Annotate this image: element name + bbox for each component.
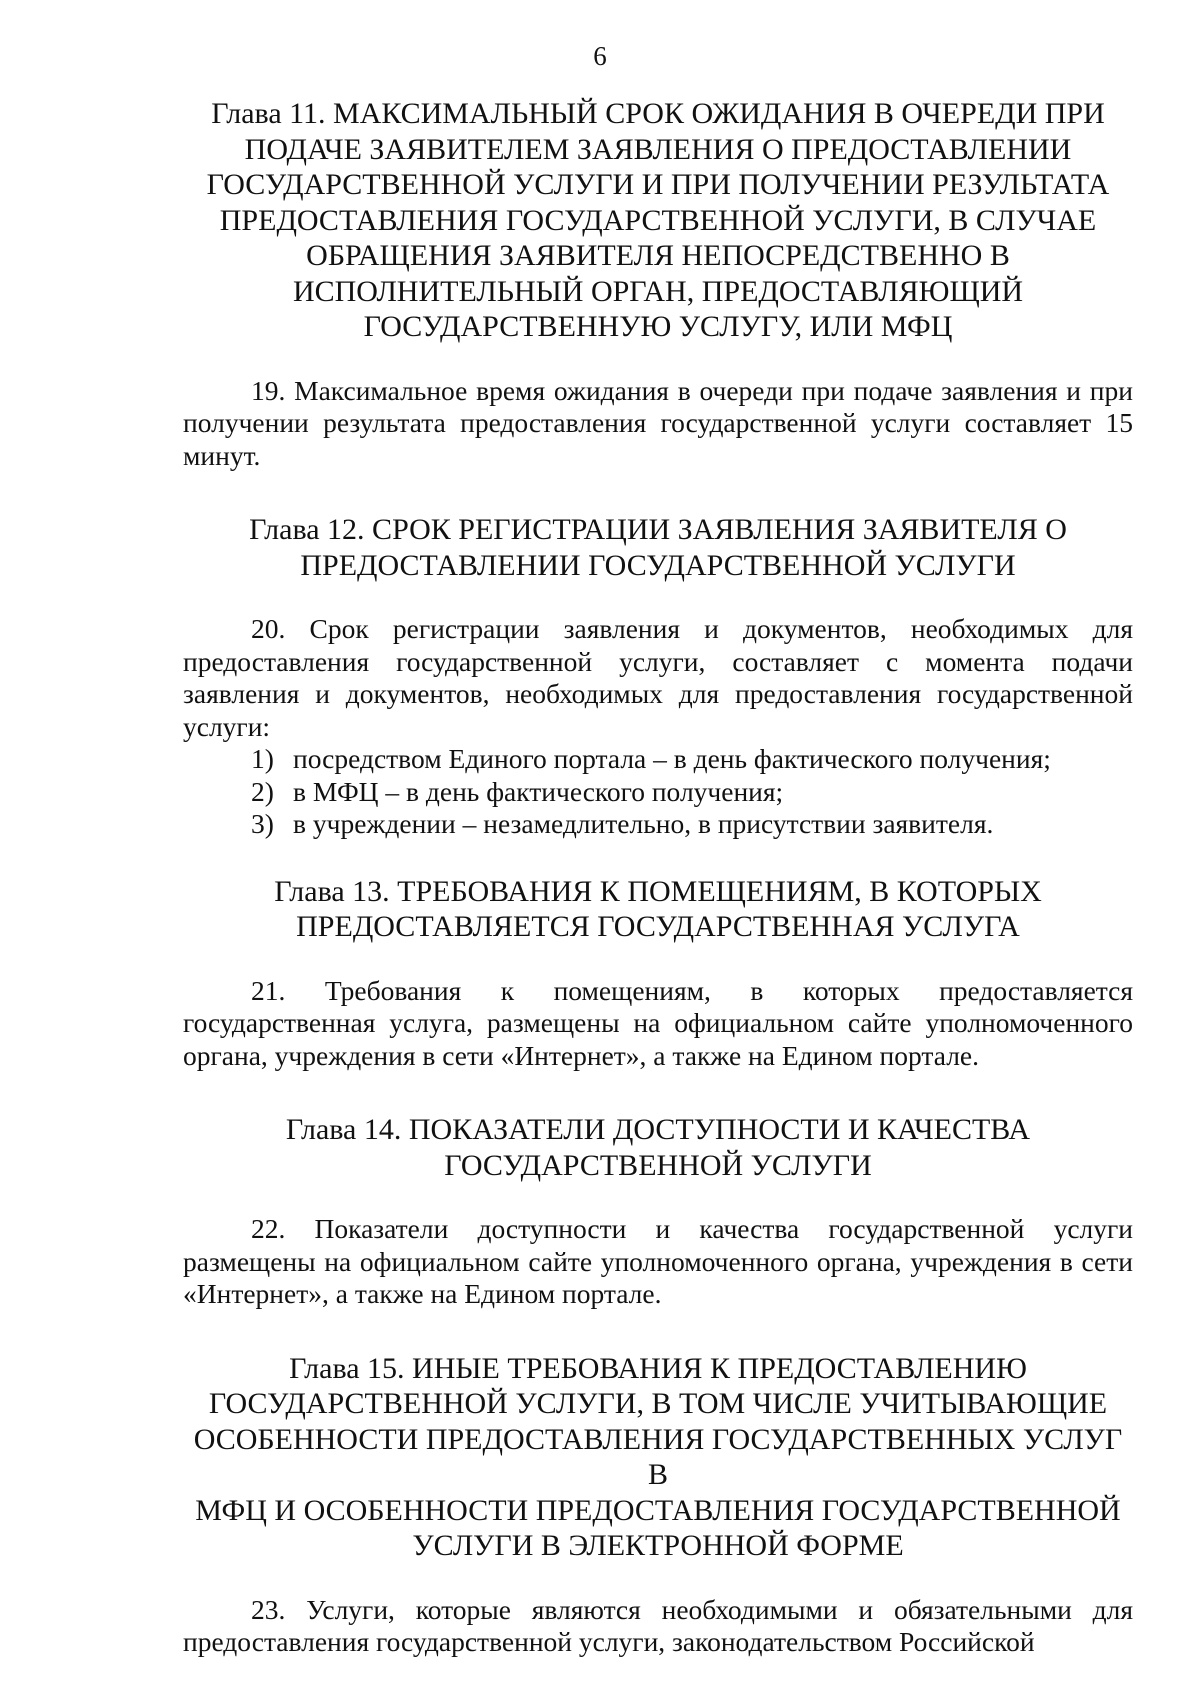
- chapter-11-heading-line: ГОСУДАРСТВЕННУЮ УСЛУГУ, ИЛИ МФЦ: [363, 310, 953, 343]
- chapter-15-heading-line: ГОСУДАРСТВЕННОЙ УСЛУГИ, В ТОМ ЧИСЛЕ УЧИТЫВАЮЩИЕ: [208, 1387, 1108, 1420]
- chapter-11-heading-line: Глава 11. МАКСИМАЛЬНЫЙ СРОК ОЖИДАНИЯ В ОЧЕРЕДИ ПРИ: [211, 97, 1105, 130]
- chapter-15-heading-line: МФЦ И ОСОБЕННОСТИ ПРЕДОСТАВЛЕНИЯ ГОСУДАРСТВЕННОЙ: [195, 1493, 1121, 1527]
- chapter-15-heading: [183, 1351, 1133, 1564]
- list-item-number: 1): [251, 743, 274, 774]
- chapter-15-heading-line: Глава 15. ИНЫЕ ТРЕБОВАНИЯ К ПРЕДОСТАВЛЕНИЮ: [289, 1351, 1027, 1385]
- registration-terms-list: [183, 743, 1133, 841]
- chapter-11-heading-line: ГОСУДАРСТВЕННОЙ УСЛУГИ И ПРИ ПОЛУЧЕНИИ РЕЗУЛЬТАТА: [206, 168, 1110, 201]
- chapter-12-heading-line: Глава 12. СРОК РЕГИСТРАЦИИ ЗАЯВЛЕНИЯ ЗАЯВИТЕЛЯ О: [249, 513, 1067, 546]
- chapter-11-heading-line: ОБРАЩЕНИЯ ЗАЯВИТЕЛЯ НЕПОСРЕДСТВЕННО В: [306, 239, 1010, 272]
- paragraph-21: 21. Требования к помещениям, в которых предоставляется государственная услуга, размещены на официальном сайте уполномоченного органа, учреждения в сети «Интернет», а также на Едином портале.: [183, 974, 1133, 1071]
- list-item: [183, 743, 1133, 776]
- page-content: [183, 96, 1133, 1659]
- paragraph-22: 22. Показатели доступности и качества государственной услуги размещены на официальном сайте уполномоченного органа, учреждения в сети «Интернет», а также на Едином портале.: [183, 1213, 1133, 1309]
- paragraph-20: 20. Срок регистрации заявления и документов, необходимых для предоставления государственной услуги, составляет с момента подачи заявления и документов, необходимых для предоставления государственной услуги:: [183, 613, 1133, 742]
- chapter-14-heading: [183, 1112, 1133, 1183]
- chapter-11-heading-line: ПОДАЧЕ ЗАЯВИТЕЛЕМ ЗАЯВЛЕНИЯ О ПРЕДОСТАВЛЕНИИ: [244, 132, 1072, 166]
- list-item-text: посредством Единого портала – в день фактического получения;: [293, 743, 1051, 774]
- list-item: [183, 776, 1133, 809]
- chapter-11-heading: [183, 96, 1133, 345]
- page-number: 6: [593, 41, 607, 71]
- list-item: [183, 808, 1133, 841]
- chapter-14-heading-line: Глава 14. ПОКАЗАТЕЛИ ДОСТУПНОСТИ И КАЧЕСТВА: [285, 1113, 1031, 1146]
- chapter-15-heading-line: ОСОБЕННОСТИ ПРЕДОСТАВЛЕНИЯ ГОСУДАРСТВЕННЫХ УСЛУГ В: [193, 1422, 1123, 1491]
- list-item-number: 2): [251, 775, 274, 807]
- chapter-12-heading: [183, 512, 1133, 583]
- list-item-number: 3): [251, 808, 274, 839]
- chapter-11-heading-line: ИСПОЛНИТЕЛЬНЫЙ ОРГАН, ПРЕДОСТАВЛЯЮЩИЙ: [292, 274, 1024, 308]
- chapter-12-heading-line: ПРЕДОСТАВЛЕНИИ ГОСУДАРСТВЕННОЙ УСЛУГИ: [300, 548, 1016, 582]
- paragraph-19: 19. Максимальное время ожидания в очереди при подаче заявления и при получении результата предоставления государственной услуги составляет 15 минут.: [183, 374, 1133, 471]
- list-item-text: в учреждении – незамедлительно, в присутствии заявителя.: [293, 808, 994, 839]
- list-item-text: в МФЦ – в день фактического получения;: [293, 775, 784, 807]
- chapter-15-heading-line: УСЛУГИ В ЭЛЕКТРОННОЙ ФОРМЕ: [412, 1529, 904, 1562]
- chapter-13-heading-line: Глава 13. ТРЕБОВАНИЯ К ПОМЕЩЕНИЯМ, В КОТОРЫХ: [274, 874, 1042, 908]
- chapter-13-heading-line: ПРЕДОСТАВЛЯЕТСЯ ГОСУДАРСТВЕННАЯ УСЛУГА: [296, 910, 1020, 943]
- chapter-13-heading: [183, 874, 1133, 945]
- chapter-14-heading-line: ГОСУДАРСТВЕННОЙ УСЛУГИ: [444, 1148, 872, 1182]
- chapter-11-heading-line: ПРЕДОСТАВЛЕНИЯ ГОСУДАРСТВЕННОЙ УСЛУГИ, В СЛУЧАЕ: [219, 203, 1097, 237]
- paragraph-23: 23. Услуги, которые являются необходимыми и обязательными для предоставления государственной услуги, законодательством Российской: [183, 1593, 1133, 1657]
